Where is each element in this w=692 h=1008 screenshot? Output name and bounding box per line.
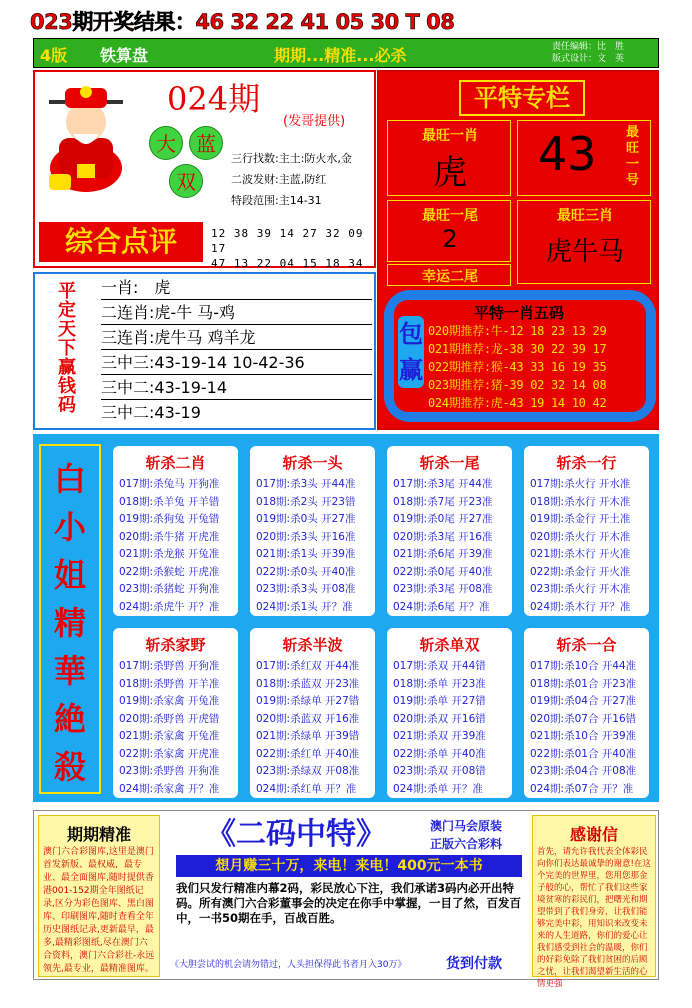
kill-card-line: 021期:杀木行 开火准	[530, 548, 631, 560]
slogan: 期期...精准...必杀	[274, 46, 407, 65]
editor: 责任编辑：比 胜	[552, 42, 625, 52]
designer: 版式设计：文 英	[552, 54, 625, 64]
fortune-god-image	[39, 78, 133, 194]
box-best-zodiac	[387, 120, 511, 196]
kill-card-line: 023期:杀04合 开08准	[530, 765, 637, 777]
five-codes-row: 023期推荐:猪-39 02 32 14 08	[428, 378, 607, 392]
kill-card-line: 023期:杀野兽 开狗准	[119, 765, 220, 777]
kill-card-line: 017期:杀红双 开44准	[256, 660, 360, 672]
kill-card-line: 019期:杀家禽 开兔准	[119, 695, 220, 707]
row-one-zodiac: 一肖: 虎	[101, 276, 372, 300]
kill-side-title	[39, 444, 101, 794]
kill-card-title: 斩杀一头	[282, 454, 343, 472]
kill-side-char: 精	[53, 604, 86, 642]
five-codes-side: 包赢	[398, 316, 424, 388]
row-two-zodiac: 二连肖:虎-牛 马-鸡	[101, 301, 372, 325]
five-codes-row: 021期推荐:龙-38 30 22 39 17	[428, 342, 607, 356]
numbers-row-1: 12 38 39 14 27 32 09 17	[211, 227, 364, 255]
kill-card-line: 024期:杀家禽 开？准	[119, 782, 220, 795]
kill-card-line: 022期:杀单 开40准	[393, 747, 486, 760]
row-three-hit-two-a: 三中二:43-19-14	[101, 376, 372, 400]
tips-list	[231, 148, 352, 211]
left-info-title: 期期精准	[66, 825, 131, 844]
top-left-panel	[33, 70, 376, 268]
kill-side-char: 殺	[53, 748, 86, 786]
kill-card-title: 斩杀家野	[145, 636, 206, 654]
box-best-tail	[387, 200, 511, 262]
kill-card-line: 020期:杀3尾 开16准	[393, 530, 493, 543]
kill-card-line: 019期:杀04合 开27准	[530, 695, 637, 707]
kill-card-line: 017期:杀10合 开44准	[530, 660, 637, 672]
version-label: 4版	[40, 46, 68, 65]
kill-card	[113, 446, 238, 616]
tip-range: 特段范围:主14-31	[231, 194, 322, 207]
kill-card-line: 023期:杀3头 开08准	[256, 583, 356, 595]
kill-card-line: 024期:杀单 开？准	[393, 782, 483, 795]
kill-card-line: 018期:杀蓝双 开23准	[256, 677, 360, 690]
best-tail-label: 最旺一尾	[422, 208, 478, 224]
best-zodiac-label: 最旺一肖	[422, 128, 478, 144]
kill-card-line: 019期:杀狗兔 开兔错	[119, 513, 220, 525]
kill-card-line: 024期:杀木行 开？准	[530, 600, 631, 613]
kill-card-line: 022期:杀家禽 开虎准	[119, 747, 220, 760]
kill-card-line: 024期:杀虎牛 开？准	[119, 600, 220, 613]
lucky-tail-label: 幸运二尾	[422, 269, 478, 285]
kill-card-line: 023期:杀绿双 开08准	[256, 765, 360, 777]
kill-card-line: 019期:杀0尾 开27准	[393, 513, 493, 525]
circle-blue: 蓝	[189, 126, 223, 160]
kill-card-line: 021期:杀双 开39准	[393, 730, 486, 742]
box-lucky-tail	[387, 264, 511, 286]
kill-card-line: 017期:杀3头 开44准	[256, 478, 356, 490]
five-codes-list	[428, 322, 606, 412]
kill-card-line: 020期:杀07合 开16错	[530, 712, 637, 725]
kill-card-line: 017期:杀兔马 开狗准	[119, 478, 220, 490]
circle-even: 双	[169, 164, 203, 198]
best-three-value: 虎牛马	[545, 237, 624, 267]
kill-card	[113, 628, 238, 798]
kill-card-line: 019期:杀单 开27错	[393, 695, 486, 707]
best-number-label: 最旺一号	[626, 125, 640, 188]
provider-label: (发哥提供)	[283, 114, 346, 129]
kill-side-char: 絶	[53, 700, 86, 738]
bottom-body: 我们只发行精准内幕2码，彩民放心下注，我们承诺3码内必开出特码。所有澳门六合彩董事会的决定在你手中掌握，一目了然，百发百中，一书50期在手，百战百胜。	[176, 881, 521, 925]
bottom-section	[33, 810, 659, 989]
kill-card	[524, 446, 649, 616]
row-three-zodiac: 三连肖:虎牛马 鸡羊龙	[101, 326, 372, 350]
kill-card-title: 斩杀一尾	[419, 454, 480, 472]
kill-card-line: 017期:杀3尾 开44准	[393, 478, 493, 490]
kill-card-title: 斩杀单双	[419, 636, 480, 654]
five-codes-row: 024期推荐:虎-43 19 14 10 42	[428, 396, 607, 410]
best-three-label: 最旺三肖	[557, 208, 613, 224]
kill-card-line: 018期:杀羊兔 开羊错	[119, 495, 220, 508]
title-bar	[33, 38, 659, 68]
five-codes-row: 022期推荐:猴-43 33 16 19 35	[428, 360, 607, 374]
five-codes-inner	[394, 300, 646, 412]
kill-card-line: 020期:杀野兽 开虎错	[119, 712, 220, 725]
thanks-title: 感谢信	[569, 825, 618, 844]
kill-side-char: 華	[53, 652, 86, 690]
numbers-row-2: 47 13 22 04 15 18 34	[211, 257, 364, 270]
kill-card-line: 018期:杀01合 开23准	[530, 677, 637, 690]
best-number-value: 43	[538, 127, 597, 181]
kill-card-line: 022期:杀0头 开40准	[256, 565, 356, 578]
circle-big: 大	[149, 126, 183, 160]
kill-card-line: 024期:杀1头 开？准	[256, 600, 353, 613]
kill-card-line: 019期:杀金行 开土准	[530, 513, 631, 525]
kill-card-line: 021期:杀10合 开39准	[530, 730, 637, 742]
kill-card-line: 018期:杀2头 开23错	[256, 495, 356, 508]
kill-card-line: 023期:杀猪蛇 开狗准	[119, 583, 220, 595]
row-three-hit-two-b: 三中二:43-19	[101, 403, 201, 422]
kill-card-line: 021期:杀1头 开39准	[256, 548, 356, 560]
pingte-title: 平特专栏	[459, 80, 585, 116]
header	[0, 0, 692, 38]
kill-card-title: 斩杀一行	[556, 454, 617, 472]
kill-side-char: 白	[53, 460, 86, 498]
result-title: 023期开奖结果：46 32 22 41 05 30 T 08	[30, 10, 455, 34]
kill-card-line: 017期:杀双 开44错	[393, 660, 486, 672]
kill-card-line: 022期:杀01合 开40准	[530, 747, 637, 760]
kill-card-title: 斩杀半波	[282, 636, 343, 654]
kill-section	[33, 434, 659, 802]
five-codes-row: 020期推荐:牛-12 18 23 13 29	[428, 324, 607, 338]
issue-number: 024期	[167, 80, 261, 118]
kill-card-line: 018期:杀单 开23准	[393, 677, 486, 690]
bottom-slogan: 想月赚三十万，来电！来电！400元一本书	[176, 855, 522, 877]
winning-codes-panel	[33, 272, 376, 430]
kill-card-line: 020期:杀3头 开16准	[256, 530, 356, 543]
kill-card-line: 023期:杀3尾 开08准	[393, 583, 493, 595]
tip-element: 三行找数:主土:防火水,金	[231, 152, 352, 165]
kill-card-line: 024期:杀07合 开？准	[530, 782, 634, 795]
kill-card-line: 021期:杀绿单 开39错	[256, 730, 360, 742]
right-info-box	[532, 815, 656, 989]
kill-card-line: 022期:杀猴蛇 开虎准	[119, 565, 220, 578]
review-heading: 综合点评	[39, 222, 203, 262]
credits	[552, 41, 624, 65]
kill-card-line: 024期:杀6尾 开？准	[393, 600, 490, 613]
five-codes-panel	[384, 290, 656, 422]
kill-card	[250, 446, 375, 616]
kill-card-line: 023期:杀火行 开木准	[530, 583, 631, 595]
kill-card-line: 020期:杀蓝双 开16准	[256, 712, 360, 725]
kill-card-line: 021期:杀家禽 开兔准	[119, 730, 220, 742]
kill-card-line: 020期:杀双 开16错	[393, 712, 486, 725]
kill-card-line: 021期:杀6尾 开39准	[393, 548, 493, 560]
kill-card	[387, 446, 512, 616]
cod-label: 货到付款	[446, 956, 502, 972]
banner-title: 《二码中特》	[206, 817, 386, 852]
kill-card-title: 斩杀二肖	[145, 454, 206, 472]
kill-card-line: 024期:杀红单 开？准	[256, 782, 357, 795]
kill-card-title: 斩杀一合	[556, 636, 617, 654]
left-info-text: 澳门六合彩图库,这里是澳门首发新版、最权威，最专业、最全面图库,随时提供香港001-152期全年图纸记录,区分为彩色图库、黑白图库、印刷图库,随时查看全年历史图纸记录,更新最早，最多,最精彩图纸,尽在澳门六合资料，澳门六合彩社-永远领先,最专业，最精准图库。	[43, 847, 155, 974]
org-line-2: 正版六合彩料	[430, 837, 503, 851]
kill-card-line: 018期:杀水行 开木准	[530, 495, 631, 508]
kill-card	[387, 628, 512, 798]
kill-card-line: 018期:杀野兽 开羊准	[119, 677, 220, 690]
kill-card-line: 022期:杀红单 开40准	[256, 747, 360, 760]
kill-card-line: 023期:杀双 开08错	[393, 765, 486, 777]
kill-card-line: 020期:杀火行 开木准	[530, 530, 631, 543]
row-three-hit-three: 三中三:43-19-14 10-42-36	[101, 351, 372, 375]
kill-card-line: 021期:杀龙猴 开兔准	[119, 548, 220, 560]
left-info-box	[38, 815, 160, 977]
kill-card-line: 020期:杀牛猪 开虎准	[119, 530, 220, 543]
kill-side-char: 姐	[53, 556, 86, 594]
kill-card-line: 018期:杀7尾 开23准	[393, 495, 493, 508]
kill-card-line: 022期:杀金行 开火准	[530, 565, 631, 578]
bottom-note: 《大胆尝试的机会请勿错过，人头担保得此书者月入30万》	[170, 960, 407, 970]
org-line-1: 澳门马会原装	[430, 819, 503, 833]
thanks-text: 首先，请允许我代表全体彩民向你们表达最诚挚的谢意!在这个完美的世界里，您用您那金子般的心，帮忙了我们这些家境贫寒的彩民们，把曙光和期望带到了我们身旁，让我们能够完美中彩，用知识来改变未来的人生道路，你们的爱心让我们感受到社会的温暖，你们的好彩免除了我们贫困的后顾之忧，让我们渴望新生活的心情更强	[537, 847, 651, 989]
winning-codes-side-title: 平定天下赢钱码	[39, 278, 95, 426]
best-tail-value: 2	[442, 225, 458, 253]
box-best-number	[517, 120, 651, 196]
kill-card-line: 022期:杀0尾 开40准	[393, 565, 493, 578]
kill-card	[524, 628, 649, 798]
kill-card-line: 017期:杀火行 开水准	[530, 478, 631, 490]
kill-card-line: 019期:杀0头 开27准	[256, 513, 356, 525]
kill-card	[250, 628, 375, 798]
box-best-three	[517, 200, 651, 284]
tip-wave: 二波发财:主蓝,防红	[231, 173, 327, 186]
best-zodiac-value: 虎	[433, 153, 467, 193]
page-name: 铁算盘	[100, 46, 149, 65]
five-codes-title: 平特一肖五码	[474, 304, 565, 322]
kill-side-char: 小	[53, 508, 86, 546]
kill-card-line: 017期:杀野兽 开狗准	[119, 660, 220, 672]
kill-card-line: 019期:杀绿单 开27错	[256, 695, 360, 707]
